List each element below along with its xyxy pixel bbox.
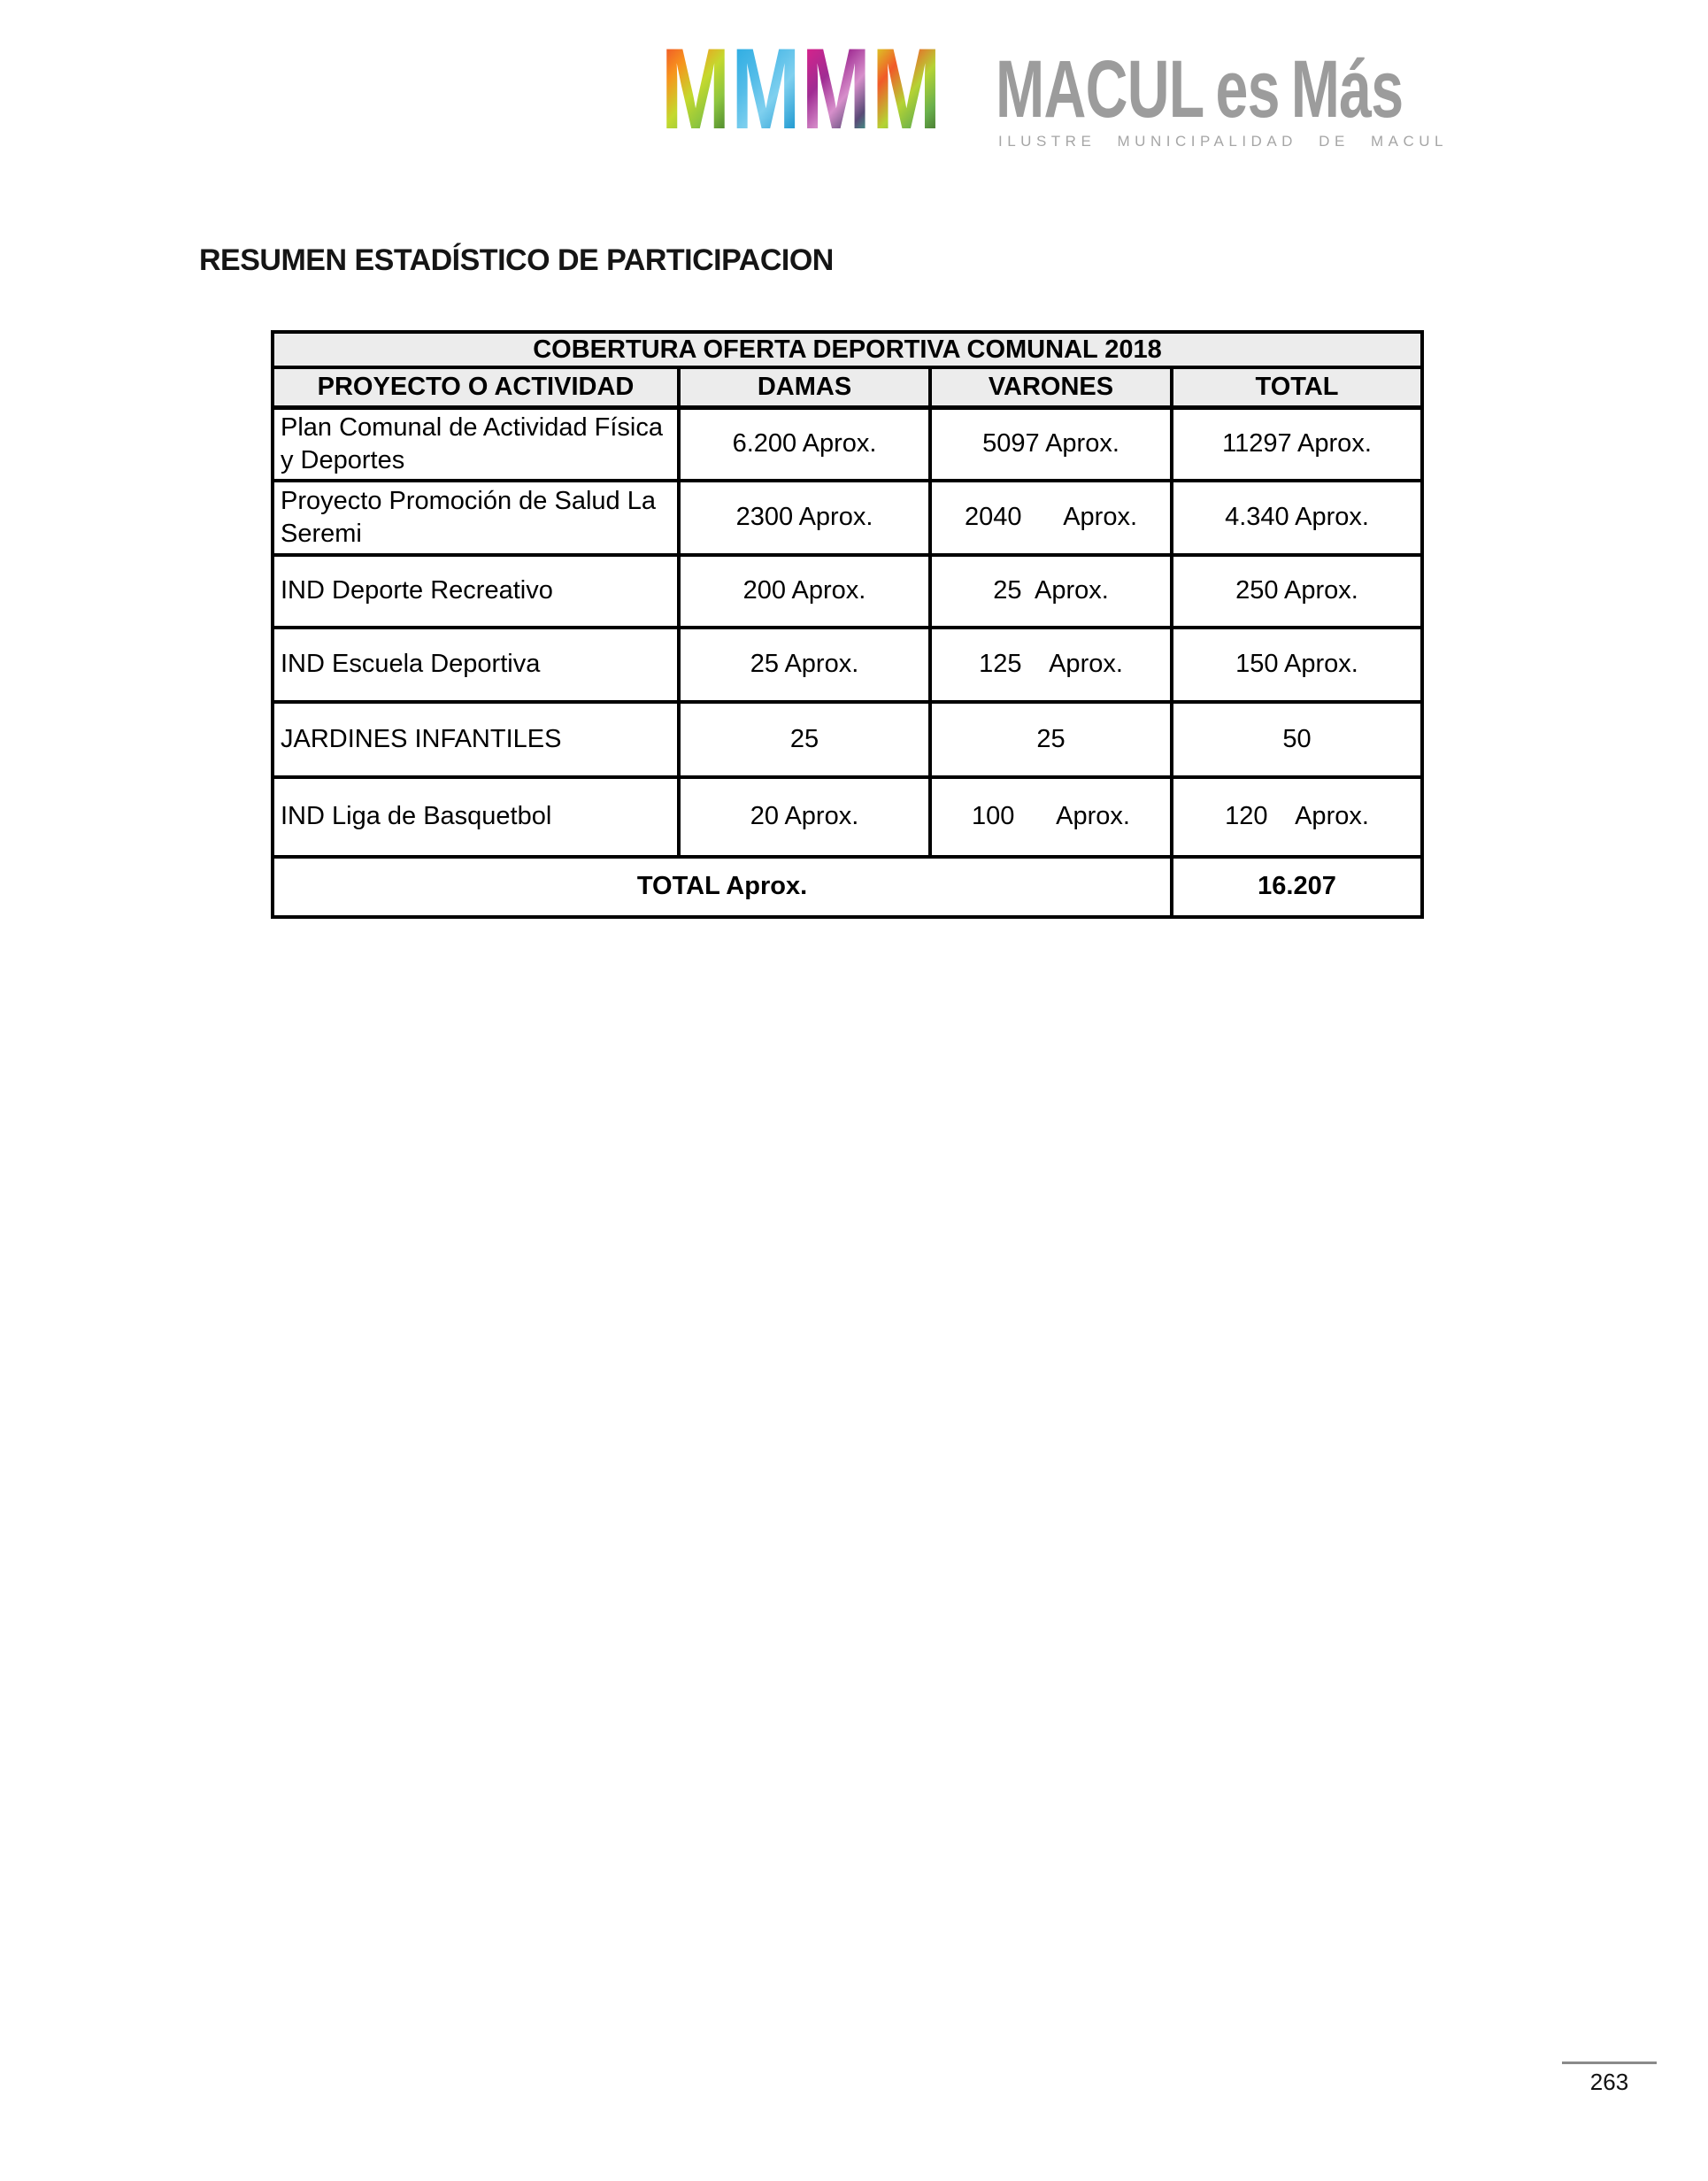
cell-varones: 25 — [930, 702, 1172, 777]
footer-divider — [1562, 2062, 1657, 2064]
table-header-row — [273, 367, 1422, 407]
table-total-row — [273, 857, 1422, 917]
logo-subtitle: ILUSTRE MUNICIPALIDAD DE MACUL — [998, 133, 1449, 150]
logo-m1-icon: M — [661, 24, 732, 153]
cell-varones: 125 Aprox. — [930, 628, 1172, 702]
cell-actividad: IND Deporte Recreativo — [273, 555, 679, 628]
total-value: 16.207 — [1172, 857, 1422, 917]
cell-actividad: Proyecto Promoción de Salud La Seremi — [273, 481, 679, 555]
cell-total: 250 Aprox. — [1172, 555, 1422, 628]
cell-total: 4.340 Aprox. — [1172, 481, 1422, 555]
logo-mmmm-icon — [661, 24, 942, 153]
logo-m3-icon: M — [801, 24, 873, 153]
page-number: 263 — [1589, 2069, 1629, 2095]
cell-varones: 25 Aprox. — [930, 555, 1172, 628]
table-row — [273, 481, 1422, 555]
cell-actividad: Plan Comunal de Actividad Física y Deportes — [273, 407, 679, 481]
col-header-varones: VARONES — [930, 367, 1172, 407]
table-row — [273, 628, 1422, 702]
cell-varones: 5097 Aprox. — [930, 407, 1172, 481]
table-title: COBERTURA OFERTA DEPORTIVA COMUNAL 2018 — [273, 332, 1422, 367]
col-header-actividad: PROYECTO O ACTIVIDAD — [273, 367, 679, 407]
cell-damas: 200 Aprox. — [679, 555, 930, 628]
logo-m2-icon: M — [731, 24, 802, 153]
col-header-damas: DAMAS — [679, 367, 930, 407]
table-row — [273, 555, 1422, 628]
logo-wordmark-macul: MACUL — [996, 44, 1204, 135]
logo-wordmark-mas: Más — [1290, 44, 1404, 135]
table-row — [273, 702, 1422, 777]
logo-m4-icon: M — [872, 24, 942, 153]
coverage-table — [271, 330, 1424, 919]
total-label: TOTAL Aprox. — [273, 857, 1172, 917]
cell-varones: 100 Aprox. — [930, 777, 1172, 857]
cell-varones: 2040 Aprox. — [930, 481, 1172, 555]
cell-total: 11297 Aprox. — [1172, 407, 1422, 481]
col-header-total: TOTAL — [1172, 367, 1422, 407]
cell-damas: 20 Aprox. — [679, 777, 930, 857]
table-row — [273, 407, 1422, 481]
logo-wordmark-es: es — [1215, 44, 1280, 135]
table-row — [273, 777, 1422, 857]
cell-damas: 2300 Aprox. — [679, 481, 930, 555]
cell-actividad: IND Escuela Deportiva — [273, 628, 679, 702]
table-title-row — [273, 332, 1422, 367]
logo-wordmark — [996, 44, 1404, 135]
cell-damas: 6.200 Aprox. — [679, 407, 930, 481]
page-title: RESUMEN ESTADÍSTICO DE PARTICIPACION — [199, 243, 834, 277]
cell-damas: 25 Aprox. — [679, 628, 930, 702]
cell-damas: 25 — [679, 702, 930, 777]
cell-actividad: IND Liga de Basquetbol — [273, 777, 679, 857]
cell-total: 150 Aprox. — [1172, 628, 1422, 702]
cell-actividad: JARDINES INFANTILES — [273, 702, 679, 777]
cell-total: 120 Aprox. — [1172, 777, 1422, 857]
cell-total: 50 — [1172, 702, 1422, 777]
